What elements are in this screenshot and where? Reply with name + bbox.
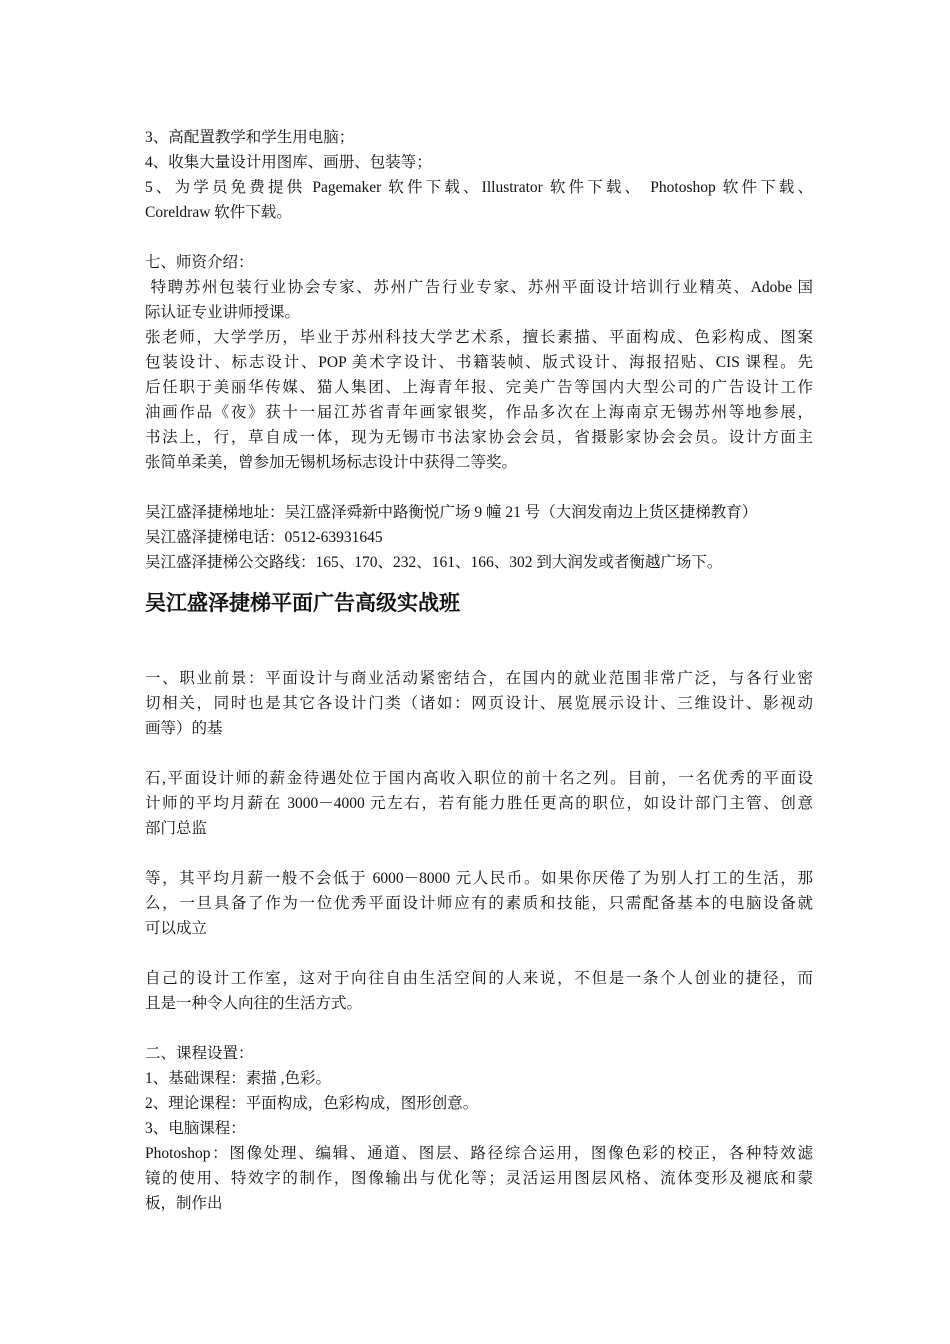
career-paragraph-line: 一、职业前景：平面设计与商业活动紧密结合，在国内的就业范围非常广泛，与各行业密 xyxy=(145,670,813,687)
teacher-bio-line: 张简单柔美，曾参加无锡机场标志设计中获得二等奖。 xyxy=(145,454,518,471)
teacher-bio-line: 包装设计、标志设计、POP 美术字设计、书籍装帧、版式设计、海报招贴、CIS 课程。先 xyxy=(145,354,813,371)
career-paragraph-line: 部门总监 xyxy=(145,820,208,837)
teacher-bio-line: 后任职于美丽华传媒、猫人集团、上海青年报、完美广告等国内大型公司的广告设计工作 xyxy=(145,379,813,396)
course-item: 2、理论课程：平面构成，色彩构成，图形创意。 xyxy=(145,1095,479,1112)
list-item: 3、高配置教学和学生用电脑； xyxy=(145,129,355,146)
career-paragraph-line: 石,平面设计师的薪金待遇处位于国内高收入职位的前十名之列。目前，一名优秀的平面设 xyxy=(145,770,813,787)
section-title: 吴江盛泽捷梯平面广告高级实战班 xyxy=(145,591,460,615)
career-paragraph-line: 切相关，同时也是其它各设计门类（诸如：网页设计、展览展示设计、三维设计、影视动 xyxy=(145,695,813,712)
career-paragraph-line: 可以成立 xyxy=(145,920,208,937)
photoshop-course-line: 镜的使用、特效字的制作，图像输出与优化等；灵活运用图层风格、流体变形及褪底和蒙 xyxy=(145,1170,813,1187)
teachers-intro-line: 特聘苏州包装行业协会专家、苏州广告行业专家、苏州平面设计培训行业精英、Adobe 国 xyxy=(145,279,813,296)
photoshop-course-line: 板，制作出 xyxy=(145,1195,223,1212)
career-paragraph-line: 等，其平均月薪一般不会低于 6000－8000 元人民币。如果你厌倦了为别人打工的生活，那 xyxy=(145,870,813,887)
teacher-bio-line: 书法上，行，草自成一体，现为无锡市书法家协会会员，省摄影家协会会员。设计方面主 xyxy=(145,429,813,446)
teachers-heading: 七、师资介绍： xyxy=(145,254,254,271)
course-item: 3、电脑课程： xyxy=(145,1120,246,1137)
career-paragraph-line: 且是一种令人向往的生活方式。 xyxy=(145,995,363,1012)
teacher-bio-line: 油画作品《夜》获十一届江苏省青年画家银奖，作品多次在上海南京无锡苏州等地参展， xyxy=(145,404,813,421)
list-item: 5、为学员免费提供 Pagemaker 软件下载、Illustrator 软件下载、 Photoshop 软件下载、 xyxy=(145,179,813,196)
career-paragraph-line: 自己的设计工作室，这对于向往自由生活空间的人来说，不但是一条个人创业的捷径，而 xyxy=(145,970,813,987)
contact-address: 吴江盛泽捷梯地址：吴江盛泽舜新中路衡悦广场 9 幢 21 号（大润发南边上货区捷梯教育） xyxy=(145,504,758,521)
teacher-bio-line: 张老师，大学学历，毕业于苏州科技大学艺术系，擅长素描、平面构成、色彩构成、图案 xyxy=(145,329,813,346)
courses-heading: 二、课程设置： xyxy=(145,1045,254,1062)
career-paragraph-line: 画等）的基 xyxy=(145,720,223,737)
contact-phone: 吴江盛泽捷梯电话：0512-63931645 xyxy=(145,529,383,546)
teachers-intro-line: 际认证专业讲师授课。 xyxy=(145,304,301,321)
list-item: 4、收集大量设计用图库、画册、包装等； xyxy=(145,154,432,171)
list-item-continued: Coreldraw 软件下载。 xyxy=(145,204,292,221)
career-paragraph-line: 么，一旦具备了作为一位优秀平面设计师应有的素质和技能，只需配备基本的电脑设备就 xyxy=(145,895,813,912)
contact-bus-route: 吴江盛泽捷梯公交路线：165、170、232、161、166、302 到大润发或者衡越广场下。 xyxy=(145,554,723,571)
document-page xyxy=(145,125,813,1216)
career-paragraph-line: 计师的平均月薪在 3000－4000 元左右，若有能力胜任更高的职位，如设计部门主管、创意 xyxy=(145,795,813,812)
course-item: 1、基础课程：素描 ,色彩。 xyxy=(145,1070,332,1087)
photoshop-course-line: Photoshop：图像处理、编辑、通道、图层、路径综合运用，图像色彩的校正，各种特效滤 xyxy=(145,1145,813,1162)
